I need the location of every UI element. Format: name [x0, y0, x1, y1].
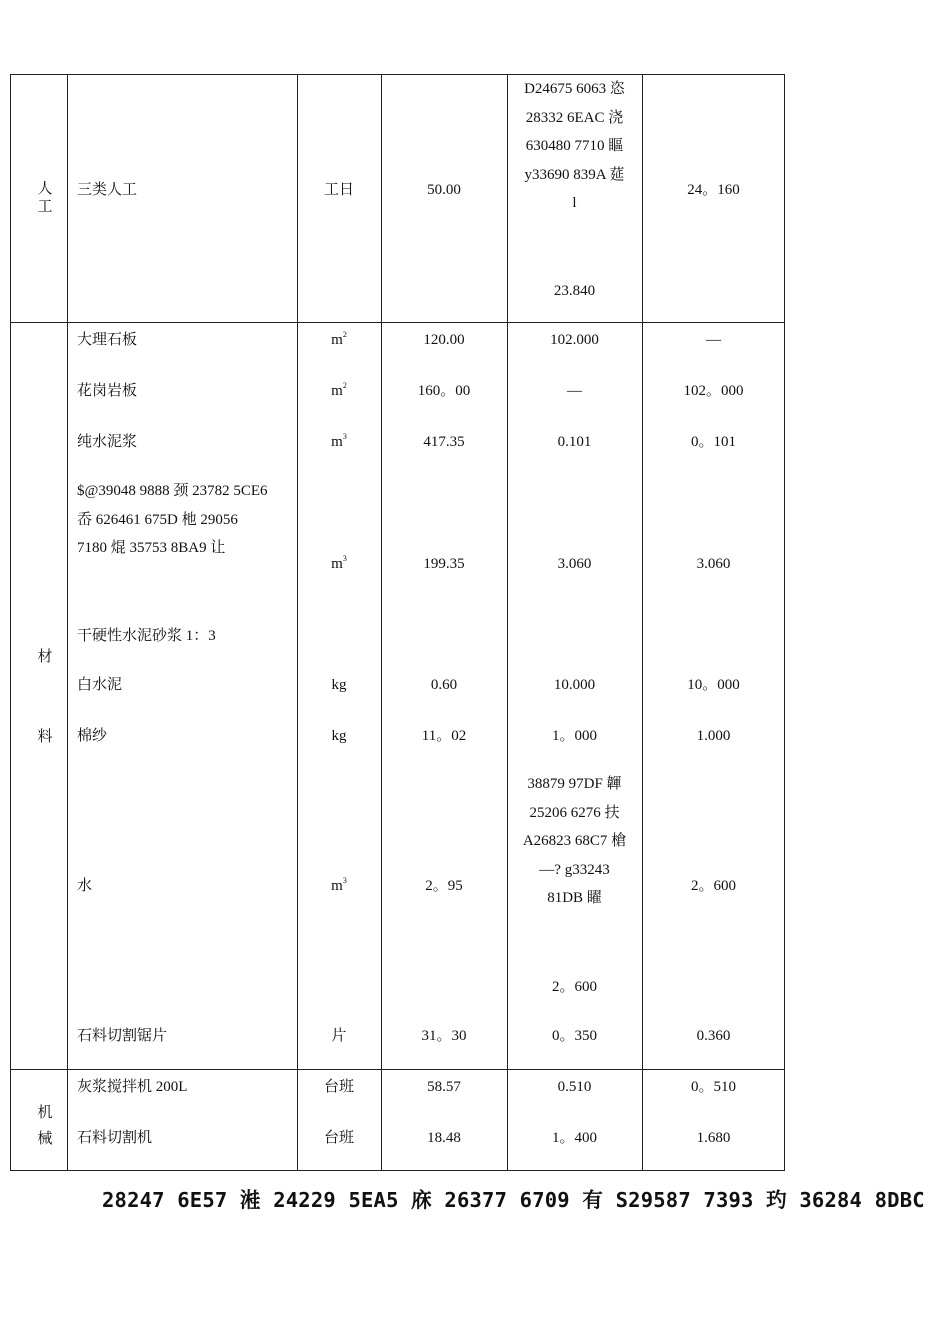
- item-name: 大理石板: [77, 332, 138, 348]
- item-price: 417.35: [423, 434, 465, 450]
- text-line: y33690 839A 莚: [524, 166, 625, 183]
- item-name: 花岗岩板: [77, 383, 138, 399]
- item-name: 白水泥: [77, 677, 123, 693]
- section-label-machinery: 机 械: [37, 1105, 53, 1147]
- item-qty-a: —: [567, 383, 582, 399]
- item-qty-b: 10。000: [687, 677, 740, 693]
- item-name: 石料切割锯片: [77, 1028, 168, 1044]
- item-qty-a: 0.510: [557, 1079, 592, 1095]
- section-label-materials: 料: [37, 729, 53, 745]
- item-unit: $m^2$: [331, 381, 347, 399]
- item-price: 50.00: [427, 182, 461, 198]
- text-line: 岙 626461 675D 杝 29056: [77, 511, 238, 528]
- table-rule: [642, 74, 643, 1171]
- text-line: 25206 6276 扶: [529, 804, 620, 821]
- item-unit: $m^2$: [331, 330, 347, 348]
- item-price: 31。30: [421, 1028, 467, 1044]
- item-unit: $m^3$: [331, 554, 347, 572]
- item-unit: kg: [331, 728, 347, 744]
- item-qty-a: 1。000: [551, 728, 597, 744]
- item-unit: 台班: [323, 1079, 354, 1095]
- text-line: —? g33243: [539, 861, 610, 878]
- item-qty-b: 3.060: [696, 556, 731, 572]
- table-rule: [67, 74, 68, 1171]
- text-line: $@39048 9888 颈 23782 5CE6: [77, 483, 268, 499]
- item-name: 棉纱: [77, 728, 108, 744]
- item-name: 三类人工: [77, 182, 138, 198]
- text-line: 81DB 矅: [547, 890, 602, 907]
- text-line: 7180 焜 35753 8BA9 让: [77, 540, 226, 557]
- garbled-text-block: [507, 75, 642, 218]
- item-price: 18.48: [427, 1130, 461, 1146]
- item-qty-b: 0。101: [690, 434, 736, 450]
- text-line: l: [572, 195, 577, 212]
- item-price: 0.60: [430, 677, 458, 693]
- item-qty-b: —: [706, 332, 721, 348]
- item-unit: kg: [331, 677, 347, 693]
- item-name: 灰浆搅拌机 200L: [77, 1079, 188, 1095]
- item-unit: 工日: [323, 182, 354, 198]
- text-line: 630480 7710 瞘: [525, 138, 624, 155]
- item-qty-b: 2。600: [690, 878, 736, 894]
- item-price: 120.00: [423, 332, 465, 348]
- item-qty-a: 0。350: [551, 1028, 597, 1044]
- item-qty-a: 102.000: [550, 332, 599, 348]
- item-price: 2。95: [425, 878, 463, 894]
- item-name: 石料切割机: [77, 1130, 153, 1146]
- text-line: 38879 97DF 韗: [527, 776, 622, 792]
- item-qty-b: 1.000: [696, 728, 731, 744]
- item-qty-a: 1。400: [551, 1130, 597, 1146]
- section-label-materials: 材: [37, 649, 53, 665]
- item-unit: 台班: [323, 1130, 354, 1146]
- item-qty-a: 0.101: [557, 434, 592, 450]
- item-price: 58.57: [427, 1079, 461, 1095]
- item-name: 纯水泥浆: [77, 434, 138, 450]
- text-line: 28332 6EAC 浇: [525, 109, 624, 126]
- item-unit: $m^3$: [331, 432, 347, 450]
- table-rule: [381, 74, 382, 1171]
- item-qty-b: 0.360: [696, 1028, 731, 1044]
- table-rule: [297, 74, 298, 1171]
- item-qty-a: 23.840: [553, 283, 596, 299]
- item-name: 干硬性水泥砂浆 1：3: [77, 628, 216, 644]
- section-label-labor: 人 工: [37, 181, 53, 215]
- text-line: A26823 68C7 槍: [522, 833, 627, 850]
- item-qty-b: 24。160: [687, 182, 740, 198]
- quota-table: [10, 74, 785, 1171]
- text-line: D24675 6063 恣: [524, 81, 625, 97]
- item-price: 199.35: [423, 556, 465, 572]
- item-unit: $m^3$: [331, 876, 347, 894]
- table-rule: [10, 322, 785, 323]
- item-name: 水: [77, 878, 93, 894]
- item-qty-b: 1.680: [696, 1130, 731, 1146]
- garbled-text-block: [507, 770, 642, 913]
- item-qty-b: 0。510: [690, 1079, 736, 1095]
- item-price: 11。02: [421, 728, 467, 744]
- item-qty-a: 10.000: [553, 677, 596, 693]
- garbled-text-block: [77, 477, 292, 563]
- footer-text: 28247 6E57 溎 24229 5EA5 庥 26377 6709 有 S29587 7393 玓 36284 8DBC: [102, 1188, 925, 1212]
- table-rule: [507, 74, 508, 1171]
- item-qty-a: 3.060: [557, 556, 592, 572]
- item-unit: 片: [331, 1028, 347, 1044]
- item-price: 160。00: [417, 383, 471, 399]
- item-qty-b: 102。000: [683, 383, 744, 399]
- item-qty-a: 2。600: [551, 979, 597, 995]
- table-rule: [10, 1069, 785, 1070]
